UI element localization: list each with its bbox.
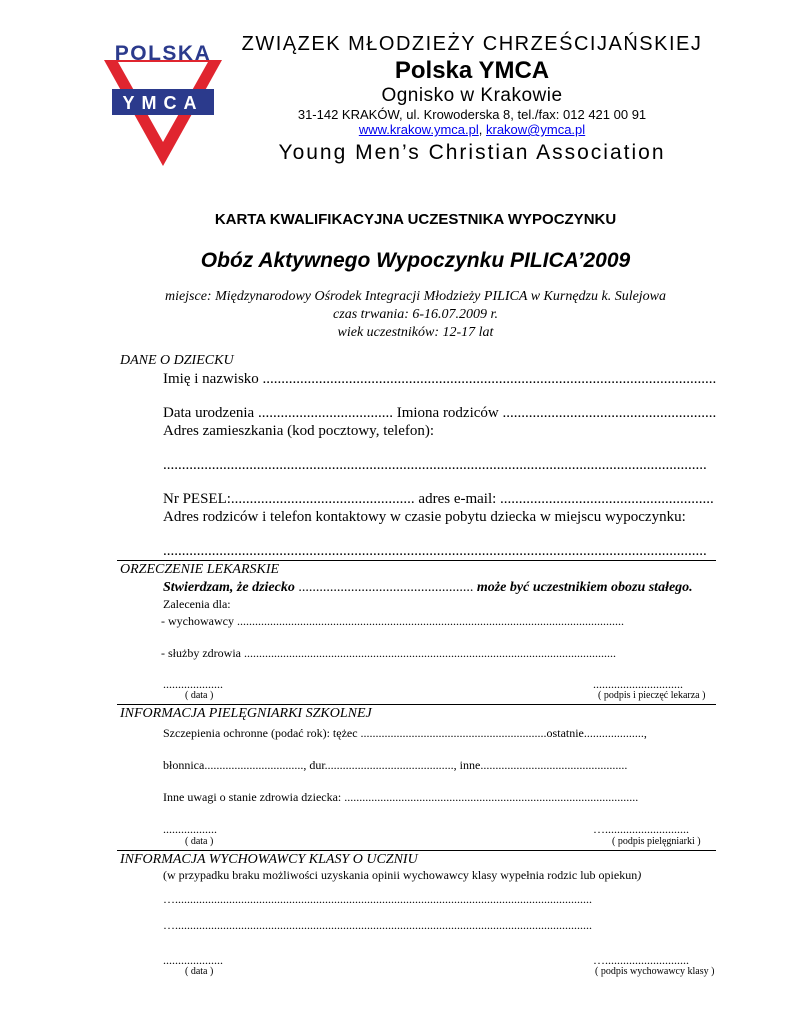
email-link[interactable]: krakow@ymca.pl bbox=[486, 122, 586, 137]
nurse-date-field[interactable]: .................. bbox=[163, 822, 217, 836]
nurse-sign-caption: ( podpis pielęgniarki ) bbox=[612, 836, 701, 847]
nurse-date-caption: ( data ) bbox=[185, 836, 214, 847]
diseases-field[interactable]: błonnica................................., dur..........................................., inne................................................. bbox=[163, 758, 628, 772]
medical-statement bbox=[163, 580, 693, 596]
logo-text-polska: POLSKA bbox=[114, 42, 212, 65]
child-address-field[interactable]: ................................................................................................................................................. bbox=[163, 457, 707, 473]
camp-age: wiek uczestników: 12-17 lat bbox=[337, 325, 494, 340]
nurse-sign-field[interactable]: …............................ bbox=[593, 822, 689, 836]
teacher-note-close: ) bbox=[637, 868, 642, 882]
teacher-note bbox=[163, 868, 641, 883]
child-pesel-email-field[interactable]: Nr PESEL:................................................. adres e-mail: ......................................................... bbox=[163, 491, 714, 507]
camp-place: miejsce: Międzynarodowy Ośrodek Integracji Młodzieży PILICA w Kurnędzu k. Sulejowa bbox=[164, 289, 667, 304]
teacher-opinion-line-2[interactable]: …........................................................................................................................................... bbox=[163, 918, 592, 932]
health-notes-field[interactable]: Inne uwagi o stanie zdrowia dziecka: .................................................................................................. bbox=[163, 790, 639, 804]
teacher-date-field[interactable]: .................... bbox=[163, 953, 223, 967]
divider-teacher bbox=[117, 850, 716, 851]
section-child-heading: DANE O DZIECKU bbox=[120, 353, 234, 368]
recommendations-label: Zalecenia dla: bbox=[163, 597, 231, 611]
parents-contact-label: Adres rodziców i telefon kontaktowy w czasie pobytu dziecka w miejscu wypoczynku: bbox=[163, 509, 686, 525]
teacher-date-caption: ( data ) bbox=[185, 966, 214, 977]
teacher-opinion-line-1[interactable]: …........................................................................................................................................... bbox=[163, 892, 592, 906]
form-title: KARTA KWALIFIKACYJNA UCZESTNIKA WYPOCZYNKU bbox=[214, 211, 617, 228]
child-birth-parents-field[interactable]: Data urodzenia .................................... Imiona rodziców ......................................................... bbox=[163, 405, 717, 421]
teacher-sign-caption: ( podpis wychowawcy klasy ) bbox=[595, 966, 715, 977]
health-service-field[interactable]: - służby zdrowia ............................................................................................................................ bbox=[161, 646, 616, 660]
vaccination-field[interactable]: Szczepienia ochronne (podać rok): tężec ..............................................................ostatnie...................., bbox=[163, 726, 647, 740]
org-name-line: ZWIĄZEK MŁODZIEŻY CHRZEŚCIJAŃSKIEJ bbox=[241, 33, 703, 55]
org-branch: Ognisko w Krakowie bbox=[381, 85, 563, 106]
org-address: 31-142 KRAKÓW, ul. Krowoderska 8, tel./fax: 012 421 00 91 bbox=[297, 107, 647, 122]
parents-contact-field[interactable]: ................................................................................................................................................. bbox=[163, 543, 707, 559]
divider-medical bbox=[117, 560, 716, 561]
child-name-field[interactable]: Imię i nazwisko ......................................................................................................................... bbox=[163, 371, 717, 387]
org-polska-ymca: Polska YMCA bbox=[394, 57, 550, 84]
statement-child-field[interactable]: .................................................. bbox=[294, 580, 477, 595]
teacher-note-text: (w przypadku braku możliwości uzyskania opinii wychowawcy klasy wypełnia rodzic lub opiekun bbox=[163, 868, 638, 882]
logo-text-ymca: YMCA bbox=[122, 93, 204, 113]
link-separator: , bbox=[478, 122, 483, 137]
camp-name: Obóz Aktywnego Wypoczynku PILICA’2009 bbox=[200, 249, 631, 272]
teacher-sign-field[interactable]: …............................ bbox=[593, 953, 689, 967]
statement-end: może być uczestnikiem obozu stałego. bbox=[476, 580, 693, 595]
doctor-sign-field[interactable]: .............................. bbox=[593, 677, 683, 691]
tutor-recommendations-field[interactable]: - wychowawcy ................................................................................................................................. bbox=[161, 614, 624, 628]
divider-nurse bbox=[117, 704, 716, 705]
doctor-sign-caption: ( podpis i pieczęć lekarza ) bbox=[598, 690, 706, 701]
statement-start: Stwierdzam, że dziecko bbox=[163, 580, 295, 595]
section-nurse-heading: INFORMACJA PIELĘGNIARKI SZKOLNEJ bbox=[120, 706, 372, 721]
medical-date-field[interactable]: .................... bbox=[163, 677, 223, 691]
section-teacher-heading: INFORMACJA WYCHOWAWCY KLASY O UCZNIU bbox=[120, 852, 418, 867]
ymca-logo bbox=[100, 40, 228, 168]
camp-duration: czas trwania: 6-16.07.2009 r. bbox=[333, 307, 498, 322]
org-contact-links bbox=[232, 122, 712, 137]
org-english-name: Young Men’s Christian Association bbox=[278, 141, 666, 164]
section-medical-heading: ORZECZENIE LEKARSKIE bbox=[120, 562, 280, 577]
website-link[interactable]: www.krakow.ymca.pl bbox=[358, 122, 479, 137]
child-address-label: Adres zamieszkania (kod pocztowy, telefon): bbox=[163, 423, 435, 439]
medical-date-caption: ( data ) bbox=[185, 690, 214, 701]
